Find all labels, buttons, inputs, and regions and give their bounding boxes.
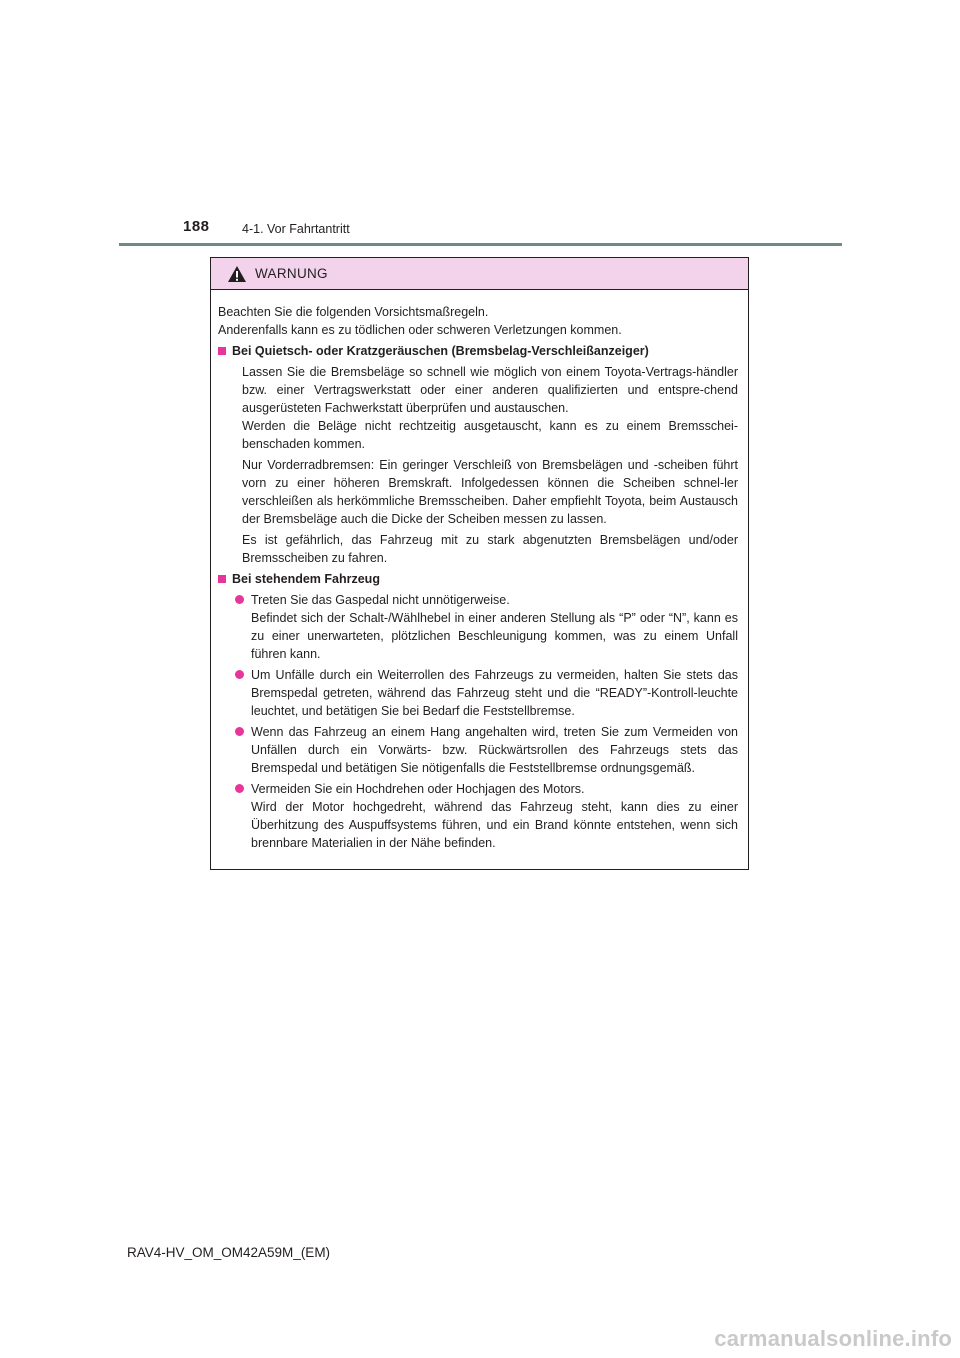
warning-header xyxy=(211,258,748,290)
list-item xyxy=(235,780,738,852)
list-item xyxy=(235,591,738,663)
circle-bullet-icon xyxy=(235,727,244,736)
list-item xyxy=(235,723,738,777)
paragraph-text: Lassen Sie die Bremsbeläge so schnell wie möglich von einem Toyota-Vertrags-händler bzw. einer Vertragswerkstatt oder einer anderen qualifizierten und entspre-chend ausgerüsteten Fachwerkstatt überprüfen und austauschen. xyxy=(242,365,738,415)
square-bullet-icon xyxy=(218,575,226,583)
section-heading-text: Bei Quietsch- oder Kratzgeräuschen (Bremsbelag-Verschleißanzeiger) xyxy=(232,344,649,358)
warning-triangle-icon xyxy=(227,265,247,283)
paragraph xyxy=(242,363,738,453)
list-text-line: Wird der Motor hochgedreht, während das Fahrzeug steht, kann dies zu einer Überhitzung des Auspuffsystems führen, und ein Brand könnte entstehen, wenn sich brennbare Materialien in der Nähe befinden. xyxy=(251,800,738,850)
paragraph: Nur Vorderradbremsen: Ein geringer Verschleiß von Bremsbelägen und -scheiben führt vorn zu einer höheren Bremskraft. Infolgedessen können die Scheiben schnel-ler verschleißen als herkömmliche Bremsscheiben. Daher empfiehlt Toyota, beim Austausch der Bremsbeläge auch die Dicke der Scheiben messen zu lassen. xyxy=(242,458,738,526)
warning-label: WARNUNG xyxy=(255,266,328,281)
section-heading xyxy=(218,570,738,588)
list-text: Um Unfälle durch ein Weiterrollen des Fahrzeugs zu vermeiden, halten Sie stets das Bremspedal getreten, während das Fahrzeug steht und die “READY”-Kontroll-leuchte leuchtet, und betätigen Sie bei Bedarf die Feststellbremse. xyxy=(251,668,738,718)
circle-bullet-icon xyxy=(235,670,244,679)
paragraph-text: Werden die Beläge nicht rechtzeitig ausgetauscht, kann es zu einem Bremsschei-benschaden kommen. xyxy=(242,419,738,451)
intro-line: Anderenfalls kann es zu tödlichen oder schweren Verletzungen kommen. xyxy=(218,323,622,337)
list-text-line: Treten Sie das Gaspedal nicht unnötigerweise. xyxy=(251,593,510,607)
header-rule xyxy=(119,243,842,246)
warning-content xyxy=(211,290,748,852)
section-title: 4-1. Vor Fahrtantritt xyxy=(242,222,350,236)
list-text-line: Befindet sich der Schalt-/Wählhebel in einer anderen Stellung als “P” oder “N”, kann es zu einer unerwarteten, plötzlichen Beschleunigung kommen, was zu einem Unfall führen kann. xyxy=(251,611,738,661)
list-item xyxy=(235,666,738,720)
warning-box xyxy=(210,257,749,870)
list-text-line: Vermeiden Sie ein Hochdrehen oder Hochjagen des Motors. xyxy=(251,782,585,796)
list-text xyxy=(251,591,738,663)
watermark: carmanualsonline.info xyxy=(714,1326,952,1351)
section-heading-text: Bei stehendem Fahrzeug xyxy=(232,572,380,586)
page-number: 188 xyxy=(183,218,210,235)
circle-bullet-icon xyxy=(235,784,244,793)
intro-line: Beachten Sie die folgenden Vorsichtsmaßregeln. xyxy=(218,305,489,319)
square-bullet-icon xyxy=(218,347,226,355)
circle-bullet-icon xyxy=(235,595,244,604)
document-code: RAV4-HV_OM_OM42A59M_(EM) xyxy=(127,1245,331,1260)
list-text: Wenn das Fahrzeug an einem Hang angehalten wird, treten Sie zum Vermeiden von Unfällen durch ein Vorwärts- bzw. Rückwärtsrollen des Fahrzeugs stets das Bremspedal und betätigen Sie nötigenfalls die Feststellbremse ordnungsgemäß. xyxy=(251,725,738,775)
section-heading xyxy=(218,342,738,360)
paragraph: Es ist gefährlich, das Fahrzeug mit zu stark abgenutzten Bremsbelägen und/oder Bremsscheiben zu fahren. xyxy=(242,533,738,565)
list-text xyxy=(251,780,738,852)
